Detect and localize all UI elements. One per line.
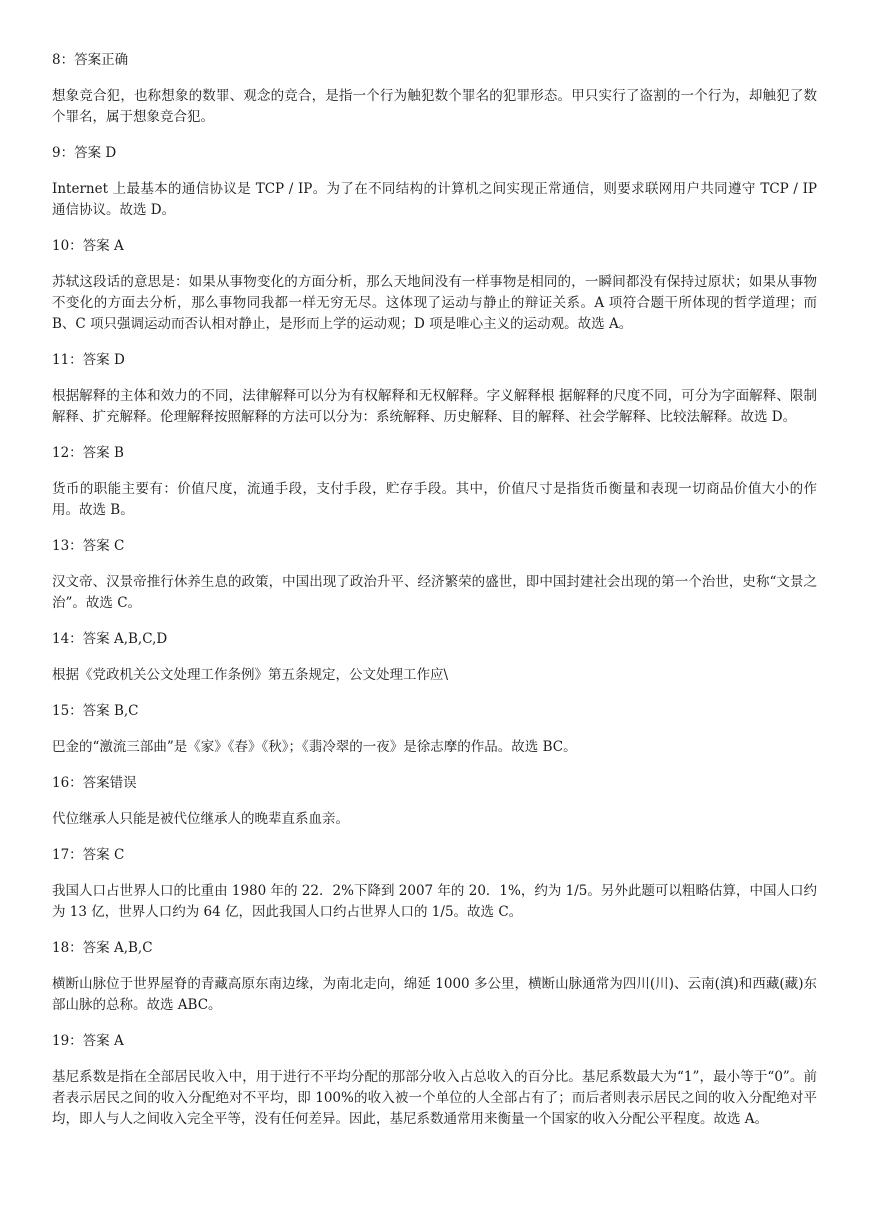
answer-explanation: 基尼系数是指在全部居民收入中，用于进行不平均分配的那部分收入占总收入的百分比。基尼系数最大为“1”，最小等于“0”。前者表示居民之间的收入分配绝对不平均，即 100%的收入被一个单位的人全部占有了；而后者则表示居民之间的收入分配绝对平均，即人与人之间收入完全平等，没有任何差异。因此，基尼系数通常用来衡量一个国家的收入分配公平程度。故选 A。 (52, 1069, 817, 1127)
answer-block-10 (52, 236, 817, 335)
answer-explanation: 我国人口占世界人口的比重由 1980 年的 22．2%下降到 2007 年的 20．1%，约为 1/5。另外此题可以粗略估算，中国人口约为 13 亿，世界人口约为 64 亿，因此我国人口约占世界人口的 1/5。故选 C。 (52, 883, 817, 920)
answer-document (52, 50, 817, 1145)
answer-explanation: 代位继承人只能是被代位继承人的晚辈直系血亲。 (52, 811, 349, 827)
answer-explanation: 苏轼这段话的意思是：如果从事物变化的方面分析，那么天地间没有一样事物是相同的，一瞬间都没有保持过原状；如果从事物不变化的方面去分析，那么事物同我都一样无穷无尽。这体现了运动与静止的辩证关系。A 项符合题干所体现的哲学道理；而 B、C 项只强调运动而否认相对静止，是形而上学的运动观；D 项是唯心主义的运动观。故选 A。 (52, 274, 817, 332)
answer-block-18 (52, 938, 817, 1016)
answer-heading: 8：答案正确 (52, 52, 129, 68)
answer-heading: 12：答案 B (52, 445, 124, 461)
answer-block-13 (52, 536, 817, 614)
answer-block-17 (52, 845, 817, 923)
answer-block-19 (52, 1031, 817, 1130)
answer-block-14 (52, 629, 817, 686)
answer-block-16 (52, 773, 817, 830)
answer-heading: 14：答案 A,B,C,D (52, 631, 168, 647)
answer-block-11 (52, 350, 817, 428)
answer-heading: 10：答案 A (52, 238, 124, 254)
answer-heading: 16：答案错误 (52, 775, 137, 791)
answer-explanation: Internet 上最基本的通信协议是 TCP / IP。为了在不同结构的计算机之间实现正常通信，则要求联网用户共同遵守 TCP / IP 通信协议。故选 D。 (52, 181, 817, 218)
answer-heading: 15：答案 B,C (52, 703, 139, 719)
answer-heading: 18：答案 A,B,C (52, 940, 153, 956)
answer-block-8 (52, 50, 817, 128)
answer-block-15 (52, 701, 817, 758)
answer-explanation: 横断山脉位于世界屋脊的青藏高原东南边缘，为南北走向，绵延 1000 多公里，横断山脉通常为四川(川)、云南(滇)和西藏(藏)东部山脉的总称。故选 ABC。 (52, 976, 817, 1013)
answer-explanation: 根据《党政机关公文处理工作条例》第五条规定，公文处理工作应\ (52, 667, 449, 683)
answer-heading: 9：答案 D (52, 145, 117, 161)
answer-heading: 19：答案 A (52, 1033, 124, 1049)
answer-explanation: 货币的职能主要有：价值尺度，流通手段，支付手段，贮存手段。其中，价值尺寸是指货币衡量和表现一切商品价值大小的作用。故选 B。 (52, 481, 817, 518)
answer-heading: 11：答案 D (52, 352, 125, 368)
answer-explanation: 想象竞合犯，也称想象的数罪、观念的竞合，是指一个行为触犯数个罪名的犯罪形态。甲只实行了盗割的一个行为，却触犯了数个罪名，属于想象竞合犯。 (52, 88, 817, 125)
answer-block-9 (52, 143, 817, 221)
answer-heading: 13：答案 C (52, 538, 125, 554)
answer-heading: 17：答案 C (52, 847, 125, 863)
answer-explanation: 汉文帝、汉景帝推行休养生息的政策，中国出现了政治升平、经济繁荣的盛世，即中国封建社会出现的第一个治世，史称“文景之治”。故选 C。 (52, 574, 817, 611)
answer-explanation: 根据解释的主体和效力的不同，法律解释可以分为有权解释和无权解释。字义解释根 据解释的尺度不同，可分为字面解释、限制解释、扩充解释。伦理解释按照解释的方法可以分为：系统解释、历史解释、目的解释、社会学解释、比较法解释。故选 D。 (52, 388, 817, 425)
answer-explanation: 巴金的“激流三部曲”是《家》《春》《秋》；《翡冷翠的一夜》是徐志摩的作品。故选 BC。 (52, 739, 577, 755)
answer-block-12 (52, 443, 817, 521)
